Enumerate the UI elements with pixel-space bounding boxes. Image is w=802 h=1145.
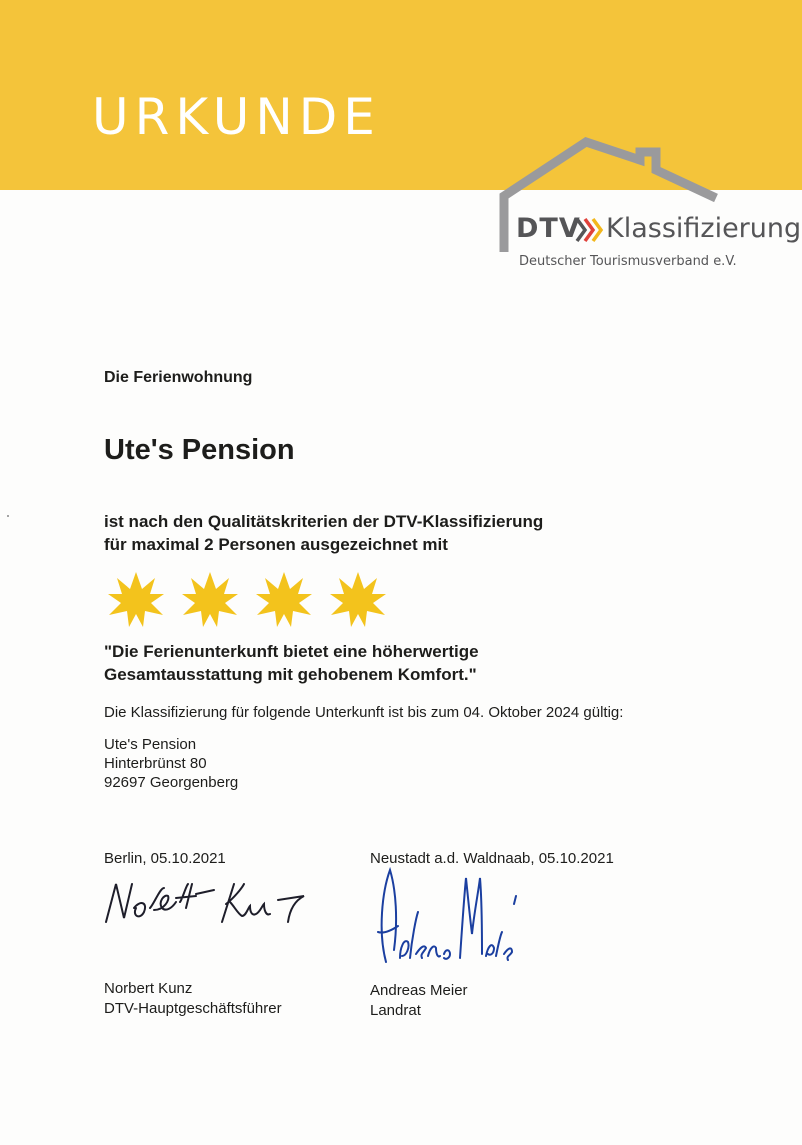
signature-norbert-kunz bbox=[98, 872, 338, 932]
left-place-date: Berlin, 05.10.2021 bbox=[104, 850, 226, 867]
star-icon bbox=[104, 570, 168, 630]
star-icon bbox=[326, 570, 390, 630]
scan-speck bbox=[7, 515, 9, 517]
quote-line-2: Gesamtausstattung mit gehobenem Komfort." bbox=[104, 665, 477, 684]
quote-line-1: "Die Ferienunterkunft bietet eine höherwertige bbox=[104, 642, 479, 661]
address-street: Hinterbrünst 80 bbox=[104, 755, 207, 772]
star-rating bbox=[104, 570, 390, 630]
criteria-line-1: ist nach den Qualitätskriterien der DTV-Klassifizierung bbox=[104, 512, 544, 531]
star-icon bbox=[252, 570, 316, 630]
address-city: 92697 Georgenberg bbox=[104, 774, 239, 791]
address-name: Ute's Pension bbox=[104, 736, 197, 753]
right-signatory-name: Andreas Meier bbox=[370, 982, 468, 999]
certificate-title: URKUNDE bbox=[92, 88, 381, 146]
right-signatory-role: Landrat bbox=[370, 1002, 421, 1019]
right-place-date: Neustadt a.d. Waldnaab, 05.10.2021 bbox=[370, 850, 614, 867]
logo-klassifizierung-text: Klassifizierung bbox=[606, 213, 802, 244]
logo-dtv-text: DTV bbox=[516, 213, 581, 244]
category-label: Die Ferienwohnung bbox=[104, 369, 253, 386]
left-signatory-role: DTV-Hauptgeschäftsführer bbox=[104, 1000, 282, 1017]
criteria-line-2: für maximal 2 Personen ausgezeichnet mit bbox=[104, 535, 448, 554]
left-signatory-name: Norbert Kunz bbox=[104, 980, 193, 997]
property-name: Ute's Pension bbox=[104, 434, 295, 466]
chevrons-icon bbox=[574, 216, 604, 244]
star-icon bbox=[178, 570, 242, 630]
validity-text: Die Klassifizierung für folgende Unterkunft ist bis zum 04. Oktober 2024 gültig: bbox=[104, 704, 624, 721]
logo-subtitle: Deutscher Tourismusverband e.V. bbox=[519, 254, 737, 269]
signature-andreas-meier bbox=[368, 862, 528, 972]
